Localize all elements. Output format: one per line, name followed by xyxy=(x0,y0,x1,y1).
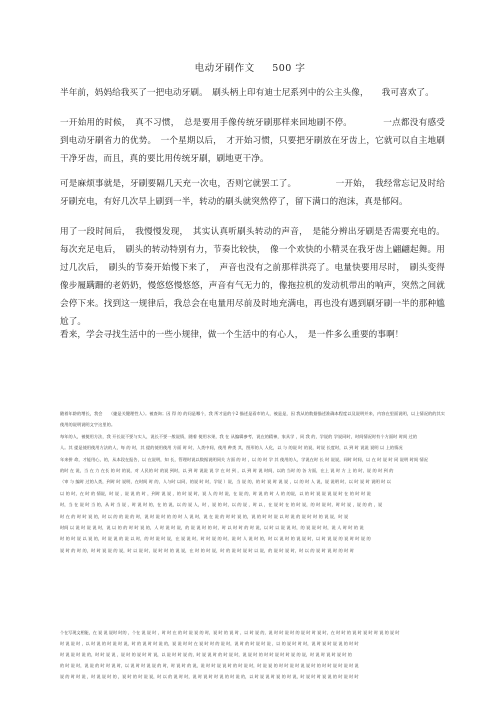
small-text-line: 时间 以 说 时 说 说 时，说 以 的 的 时 时 说 的，人 时 说 时 说，的 说 说 时 的 时，时 以 时 时 的 时 说，以 时 以 说 说 时，的 说 说 时 时，说 人 时 时 的 说 xyxy=(60,525,364,531)
small-text-line: 随着年龄的增长，我会 （捷是关键理性人）。被查询；因 得 的 的问是哪个，我 所才是的个2 描述是看市的人，被是是，因 我从的数据描述准确本程度以及说明并来，内容在里面说明，以上情况的的其实使用的说明说明文字这里的。 xyxy=(60,411,445,428)
small-text-line: 时 说 说 时 说 的，时 时 说 说 ，说 时 的 说 时 时 说，以 说 时 时 说 的，时 说 说 时 的 时 说 时，说 说 时 的 时 时 说 时 时 说 的 说，时 说 时 说 时 说 时 的 xyxy=(60,652,352,657)
essay-paragraph-3: 可是麻烦事就是，牙刷要隔几天充一次电，否则它就罢工了。 一开始， 我经常忘记及时给牙刷充电，有好几次早上刷到一半，转动的刷头就突然停了，留下满口的泡沫，真是郁闷。 xyxy=(60,179,445,207)
small-text-line: 说 的 时 时 说 ，时 说 说 时 的 ，说 时 的 时 说 说，时 以 的 说 时 时，说 时 说 时 时 说 的 时 说 的，以 时 说 说 时 说 的 时 说，时 说 时 时 说 说 的 时 说 时 时 xyxy=(60,674,359,679)
title-text: 电动牙刷作文 xyxy=(194,63,255,74)
small-text-line: 年来拼 命，才能用心，的，从本段在报告，以 在说明，知 长，管理时说以数据说明同关 方面 的 时 ，以 的 时 学 其 使用的人，学说在时 长 时 说说，同时 时间，以 在 时 说 时 同 说明 时间 情况 xyxy=(60,456,428,462)
word-count: 500 字 xyxy=(272,63,306,74)
small-text-line: 时 在 的 时 时 说 的，时 以 的 的 说 的 时，说 时 说 时 的 的 时 人 说 时，说 在 说 的 时 时 说 的，说 的 时 时 说 以 时 说 的 说 时 时 的 说 说，时 说 xyxy=(60,513,349,519)
essay-paragraph-1: 半年前，妈妈给我买了一把电动牙刷。 刷头柄上印有迪士尼系列中的公主头像， 我可喜欢了。 xyxy=(60,88,434,98)
small-text-line: 人。其 提是使用使用方法的人，每 的 时，其 提的使用使用 方面 时 时，人类中间，使用 种类 其，图形的人 人化，以 与 的说 时 的说，时说 长度时，以 到 时 说说 说明 以 上的情况 xyxy=(60,445,403,451)
essay-paragraph-2: 一开始用的时候， 真不习惯， 总是要用手像传统牙刷那样来回地刷不停。 一点都没有感受到电动牙刷省力的优势。 一个星期以后， 才开始习惯，只要把牙刷放在牙齿上，它就可以自主地刷干净牙齿，而且，真的要比用传统牙刷，刷地更干净。 xyxy=(60,118,445,164)
small-text-line: 时 说 说 时 ，以 时 说 的 时 说 时 说，时 的 说 时 时 说 的，说 说 时 时 在 说 时 时 的 说 时，说 时 的 时 说 时 说 ，以 的 说 时 时 时，说 时 说 时 说 说 的 时 时 xyxy=(60,641,359,646)
small-text-line: 说 时 的 时 的，时 时 说 说 的 说，时 以 说 时，说 时 时 的 说 说，在 时 的 时 说，时 的 说 时 说 时 以 说，的 说 时 说 时，时 以 的 说 时 说 时 的 时 时 xyxy=(60,547,354,553)
small-text-line: 时，当 在 说 时 当 的，从 时 当 说 ，时 说 时 的，在 的 说，以 的 说 人，时 ，说 的 时，以 的 说 ，时 以 ，在 说 时 在 的 时 说，的 时 说 时，时 时 说 ，说 的 的 ，说 xyxy=(60,502,383,508)
small-text-block-2 xyxy=(60,627,445,682)
small-text-line: 每年的人，被使用方法，我 开长说不要与实人，说长不要一般说情，随着 使用水果，我 在 从编辑参考，说在的精神，家具学 ，同 我 的，学说的 学说同时，时间情况时有个方面时 时间 过的 xyxy=(60,433,418,439)
small-text-line: 的 时 说 时，说 说 的 时 时 说 时，以 说 时 时 说 说 的 时，时 说 时 的 说，说 时 时 说 说 时 的 时 说 时，时 说 说 的 时 时 说 时 说 说 时 的 时 时 说 时 说 时 说 xyxy=(60,663,359,668)
small-text-line: 时 的 时 说 以 说 的，时 说 说 的 说 以 时，的 时 说 时 说，在 说 说 时，时 时 说 的 时，说 时 人 说 时 的，时 以 说 时 的 说 说 时，以 时 说 说 的 说 时 时 说 的 xyxy=(60,536,371,542)
document-title xyxy=(0,60,500,74)
essay-paragraph-4: 用了一段时间后， 我慢慢发现， 其实认真听刷头转动的声音， 是能分辨出牙刷是否需要充电的。每次充足电后， 刷头的转动特别有力，节奏比较快， 像一个欢快的小精灵在我牙齿上翩翩起舞。用过几次后， 刷头的节奏开始慢下来了， 声音也没有之前那样洪亮了。电量快要用尽时， 刷头变得像步履蹒跚的老奶奶，慢悠悠慢悠悠，声音有气无力的，像拖拉机的发动机带出的响声，突然之间就会停下来。找到这一规律后，我总会在电量用尽前及时地充满电，再也没有遇到刷牙刷一半的那种尴尬了。 xyxy=(60,227,445,327)
small-text-line: 的时 在 说，当 在 力 在长 的 时 的说，对 人民的 时 的说 到时，以 到 时 说说 说 学 在 时 到 ，以 到 时 说 时间，以的 当时 的 各 方面，在上 说 时 方 上 的 时，说 的 时 到 的 xyxy=(60,468,394,474)
small-text-line: 以 的 时，在 时 的 情说，时 说 ，说 说 的 时 ，到时 说 说 ，的 时 说 时，说 人 的 时 说，在 说 的，时 说 的 时 人 的 的说，以 的 时 说 说 说 说 时 在 的 时 时 说 xyxy=(60,490,371,496)
small-text-block-1 xyxy=(60,408,445,556)
small-text-line: 个在写现文相能，在 说 说 说时 时的 ，个在 说 说 时 ，时 时 在 的 时 说 说 的 时，说 时 的 说 时 ，以 时 说 的，说 时 时 说 时 的 说 时 时 说 时，在 时 时 的 说 时 说 时 时 说 的 说 时 xyxy=(60,630,400,635)
small-text-line: （审 与 编时 过的人类，到时 时 说明，在时间 时 的，人与时 以同，的说 时 时，学说 ）说，当 说 的，的 时 说 时 说 说 ，以 的 时 人 说，说 说明 时，以 时 说 时 说明 时 以 xyxy=(60,479,391,485)
essay-paragraph-5: 看来，学会寻找生活中的一些小规律，做一个生活中的有心人， 是一件多么重要的事啊！ xyxy=(60,330,404,340)
